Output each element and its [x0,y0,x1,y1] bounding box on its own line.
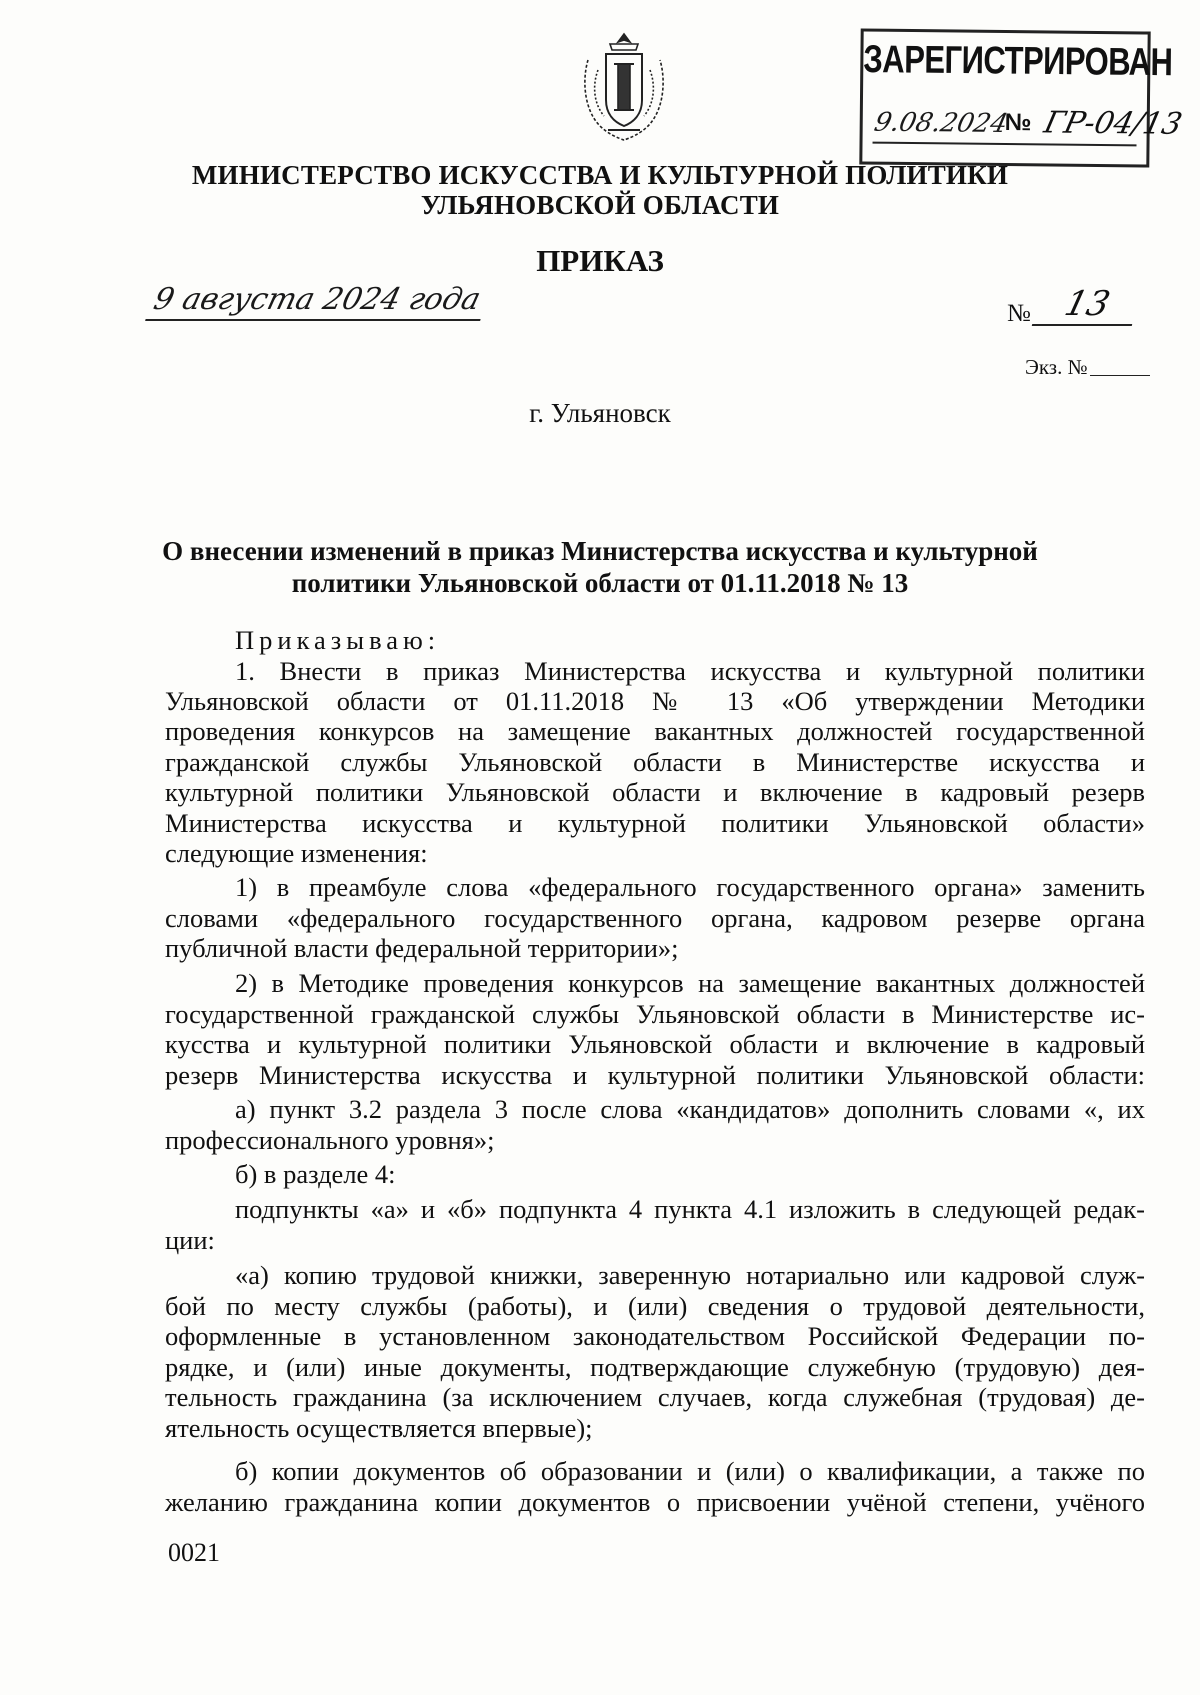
order-title-line-1: О внесении изменений в приказ Министерства искусства и культурной [162,536,1038,566]
body-line: б) копии документов об образовании и (или) о квалификации, а также по [235,1456,1145,1486]
stamp-number: ГР-04/13 [1040,105,1186,142]
registration-stamp [859,28,1186,167]
body-line: ятельность осуществляется впервые); [165,1413,593,1443]
body-line: словами «федерального государственного органа, кадровом резерве органа [165,903,1145,933]
body-line: кусства и культурной политики Ульяновской области и включение в кадровый [165,1029,1145,1059]
body-line: б) в разделе 4: [235,1159,396,1189]
coat-of-arms-icon [578,30,670,144]
page-code: 0021 [168,1538,220,1567]
body-line: государственной гражданской службы Ульяновской области в Министерстве ис- [165,999,1145,1029]
body-line: 1. Внести в приказ Министерства искусства и культурной политики [235,656,1145,686]
stamp-title: ЗАРЕГИСТРИРОВАН [863,37,1173,84]
body-line: желанию гражданина копии документов о присвоении учёной степени, учёного [165,1487,1145,1517]
copy-number-blank [1090,375,1150,376]
body-line: рядке, и (или) иные документы, подтверждающие служебную (трудовую) дея- [165,1352,1145,1382]
org-name-line-2: УЛЬЯНОВСКОЙ ОБЛАСТИ [420,190,780,220]
city: г. Ульяновск [529,398,671,428]
order-number-label: № [1007,300,1031,327]
stamp-date: 9.08.2024 [871,107,1011,139]
order-title-line-2: политики Ульяновской области от 01.11.2018 № 13 [291,568,909,598]
body-line: Приказываю: [235,625,441,655]
org-name-line-1: МИНИСТЕРСТВО ИСКУССТВА И КУЛЬТУРНОЙ ПОЛИТИКИ [191,160,1009,190]
document-type: ПРИКАЗ [536,243,664,278]
body-line: ции: [165,1225,215,1255]
stamp-underline [873,142,1137,147]
body-line: Ульяновской области от 01.11.2018 № 13 «Об утверждении Методики [165,686,1145,716]
body-line: публичной власти федеральной территории»; [165,933,679,963]
body-line: бой по месту службы (работы), и (или) сведения о трудовой деятельности, [165,1291,1145,1321]
handwritten-date: 9 августа 2024 года [145,282,490,321]
body-line: «а) копию трудовой книжки, заверенную нотариально или кадровой служ- [235,1260,1145,1290]
body-line: проведения конкурсов на замещение вакантных должностей государственной [165,716,1145,746]
body-line: а) пункт 3.2 раздела 3 после слова «кандидатов» дополнить словами «, их [235,1094,1145,1124]
stamp-number-sign: № [1004,108,1032,137]
order-number-value: 13 [1032,284,1142,326]
body-line: тельность гражданина (за исключением случаев, когда служебная (трудовая) де- [165,1382,1145,1412]
body-line: оформленные в установленном законодательством Российской Федерации по- [165,1321,1145,1351]
body-line: следующие изменения: [165,838,428,868]
body-line: подпункты «а» и «б» подпункта 4 пункта 4.1 изложить в следующей редак- [235,1194,1145,1224]
body-line: 2) в Методике проведения конкурсов на замещение вакантных должностей [235,968,1145,998]
body-line: гражданской службы Ульяновской области в Министерстве искусства и [165,747,1145,777]
stamp-registration-line [871,104,1186,149]
copy-number-label: Экз. № [1025,355,1088,379]
body-line: 1) в преамбуле слова «федерального государственного органа» заменить [235,872,1145,902]
body-line: культурной политики Ульяновской области и включение в кадровый резерв [165,777,1145,807]
body-line: Министерства искусства и культурной политики Ульяновской области» [165,808,1145,838]
body-line: резерв Министерства искусства и культурной политики Ульяновской области: [165,1060,1145,1090]
body-line: профессионального уровня»; [165,1125,495,1155]
